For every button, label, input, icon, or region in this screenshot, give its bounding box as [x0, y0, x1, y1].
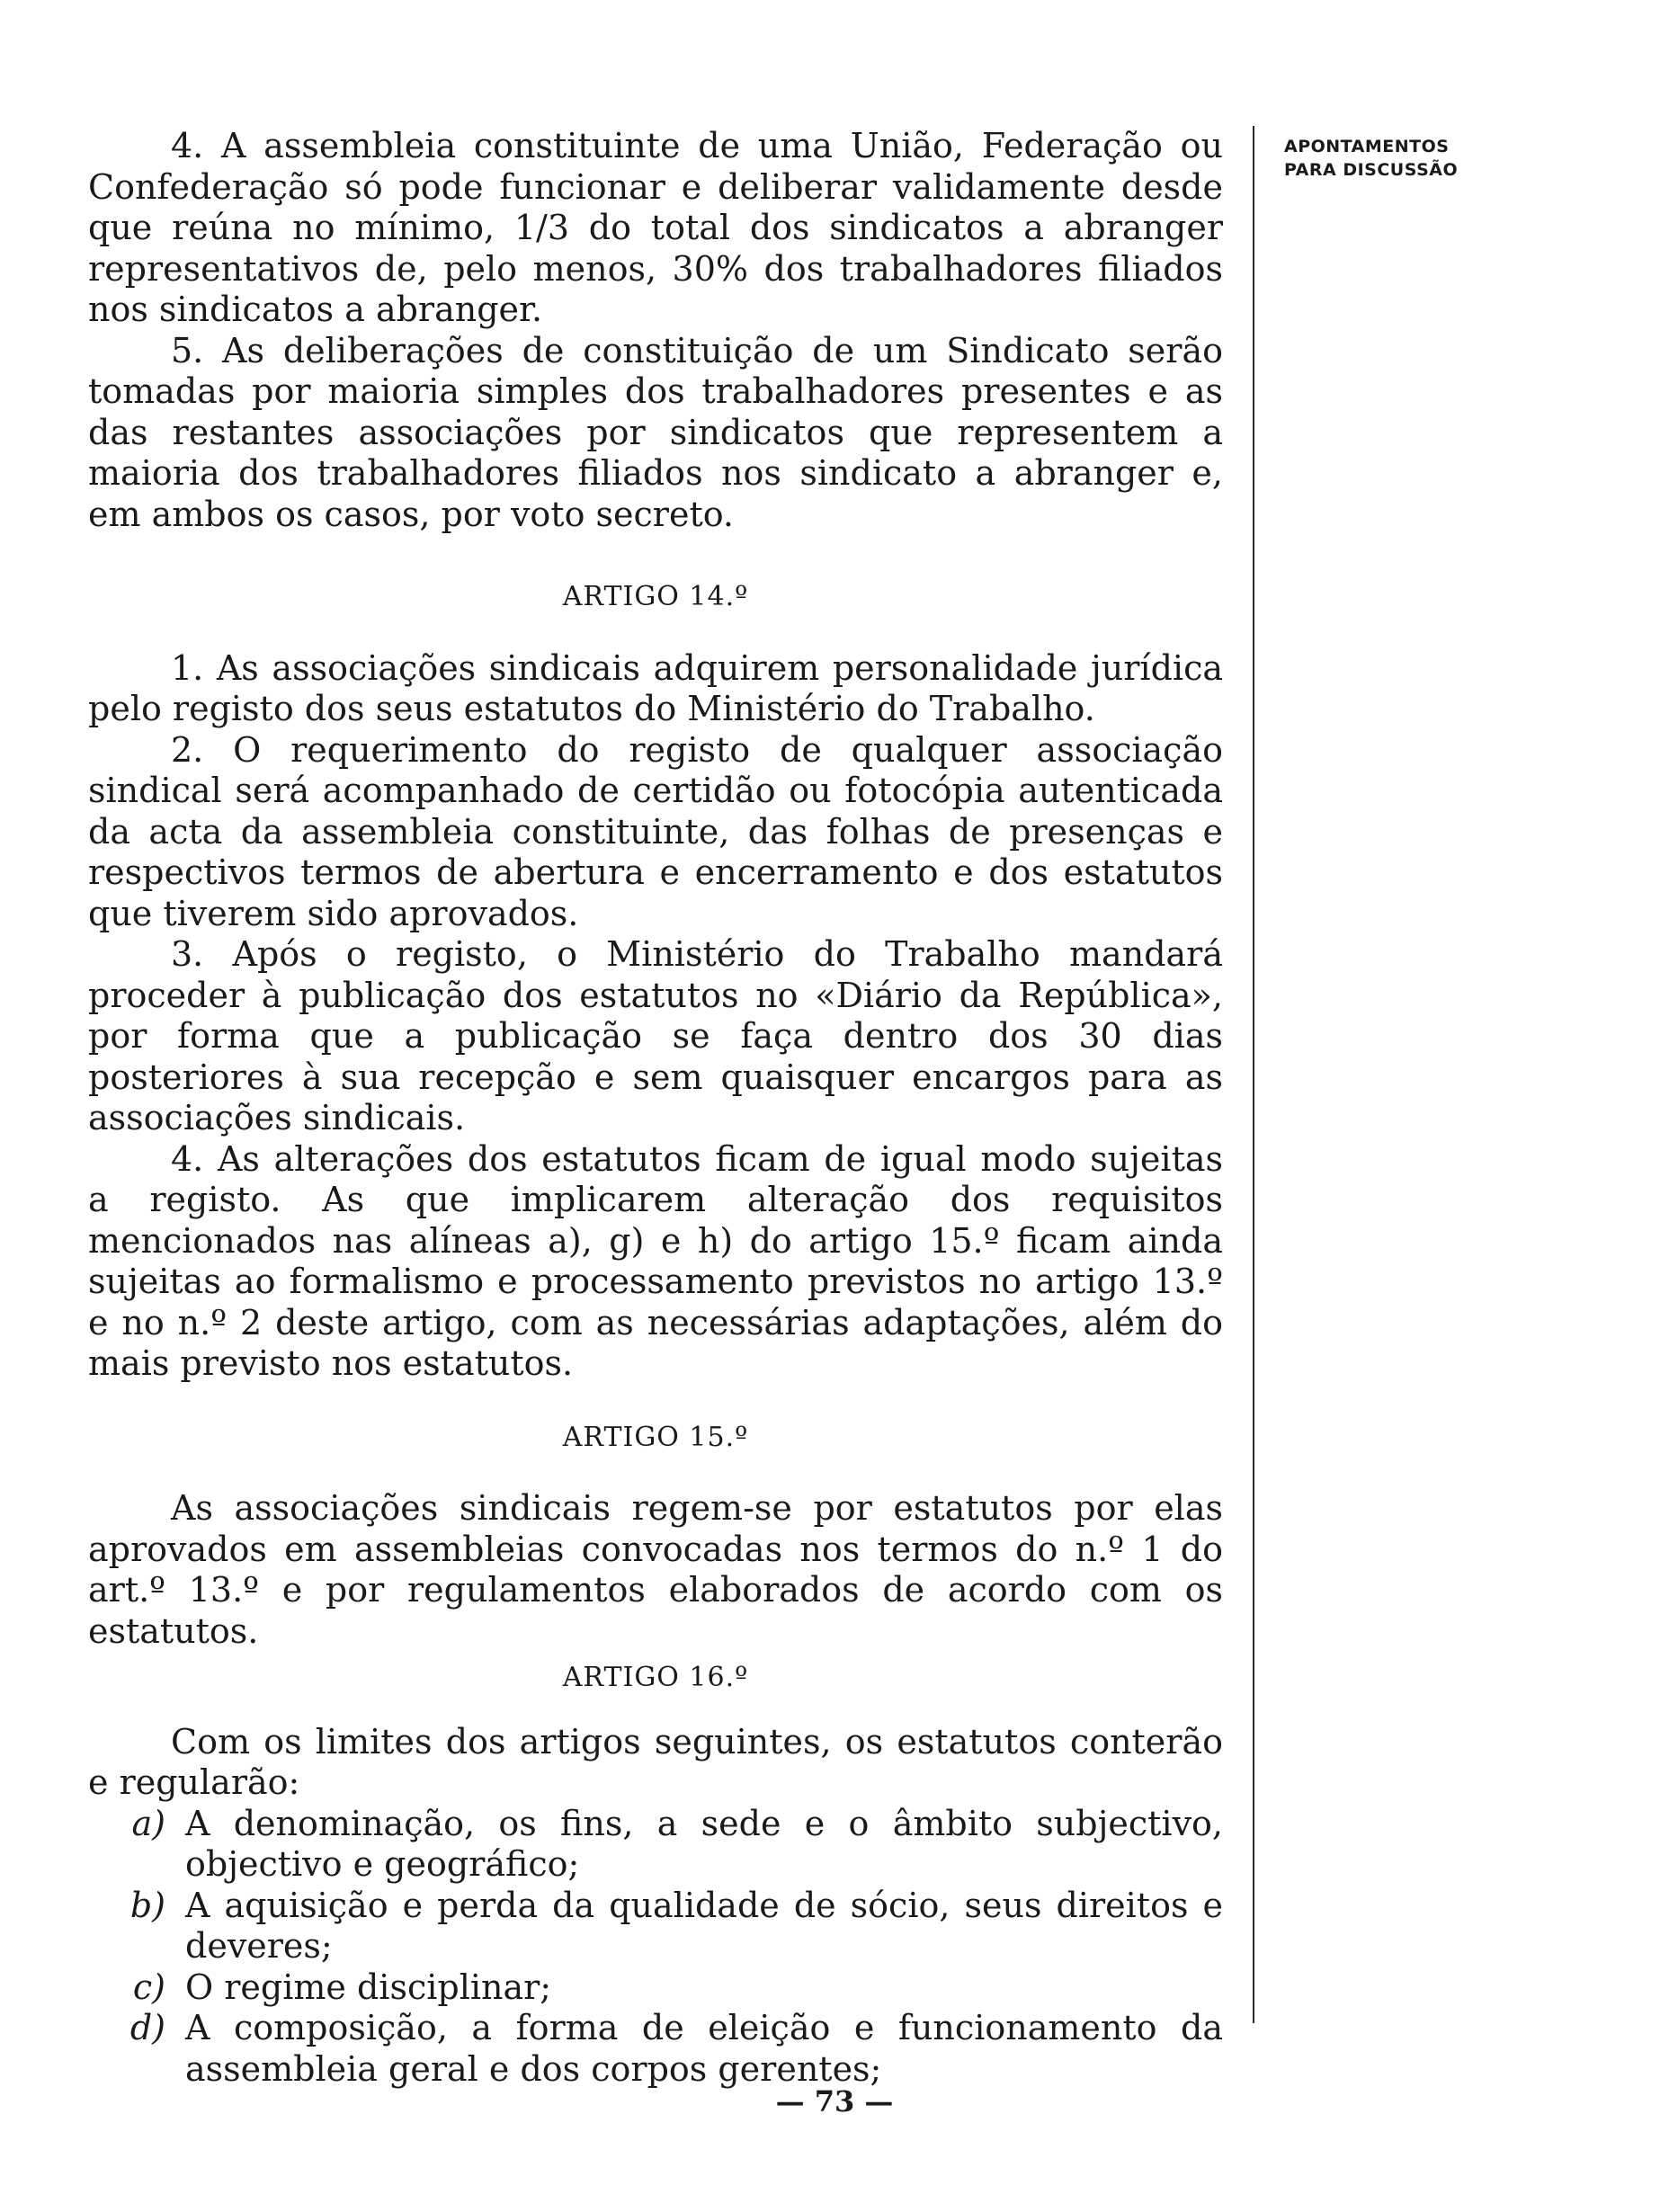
- art13-paragraph-5: 5. As deliberações de constituição de um Sindicato serão tomadas por maioria simples dos trabalhadores presentes e as das restantes associações por sindicatos que representem a maioria dos trabalhadores filiados nos sindicato a abranger e, em ambos os casos, por voto secreto.: [88, 330, 1223, 534]
- art15-paragraph: As associações sindicais regem-se por estatutos por elas aprovados em assembleias convocadas nos termos do n.º 1 do art.º 13.º e por regulamentos elaborados de acordo com os estatutos.: [88, 1488, 1223, 1651]
- art16-item-d: [88, 2008, 1223, 2090]
- margin-note-line-2: PARA DISCUSSÃO: [1284, 160, 1459, 180]
- art16-item-b: [88, 1886, 1223, 1967]
- art13-paragraph-4: 4. A assembleia constituinte de uma União, Federação ou Confederação só pode funcionar e deliberar validamente desde que reúna no mínimo, 1/3 do total dos sindicatos a abranger representativos de, pelo menos, 30% dos trabalhadores filiados nos sindicatos a abranger.: [88, 126, 1223, 329]
- art15-heading: ARTIGO 15.º: [562, 1421, 749, 1453]
- art14-heading: ARTIGO 14.º: [562, 581, 749, 612]
- art16-item-c: [88, 1967, 1223, 2009]
- art14-paragraph-3: 3. Após o registo, o Ministério do Trabalho mandará proceder à publicação dos estatutos no «Diário da República», por forma que a publicação se faça dentro dos 30 dias posteriores à sua recepção e sem quaisquer encargos para as associações sindicais.: [88, 934, 1223, 1137]
- list-item-text: A composição, a forma de eleição e funcionamento da assembleia geral e dos corpos gerentes;: [185, 2008, 1223, 2089]
- main-text-column: [88, 126, 1223, 2090]
- art14-paragraph-2: 2. O requerimento do registo de qualquer associação sindical será acompanhado de certidão ou fotocópia autenticada da acta da assembleia constituinte, das folhas de presenças e respectivos termos de abertura e encerramento e dos estatutos que tiverem sido aprovados.: [88, 729, 1223, 933]
- art16-item-a: [88, 1804, 1223, 1886]
- list-item-text: A denominação, os fins, a sede e o âmbito subjectivo, objectivo e geográfico;: [185, 1803, 1223, 1884]
- art14-paragraph-4: 4. As alterações dos estatutos ficam de igual modo sujeitas a registo. As que implicarem alteração dos requisitos mencionados nas alíneas a), g) e h) do artigo 15.º ficam ainda sujeitas ao formalismo e processamento previstos no artigo 13.º e no n.º 2 deste artigo, com as necessárias adaptações, além do mais previsto nos estatutos.: [88, 1138, 1223, 1383]
- art16-intro: Com os limites dos artigos seguintes, os estatutos conterão e regularão:: [88, 1721, 1223, 1802]
- list-marker: b): [129, 1885, 165, 1925]
- list-item-text: A aquisição e perda da qualidade de sócio, seus direitos e deveres;: [185, 1885, 1223, 1966]
- list-marker: a): [131, 1803, 165, 1843]
- margin-note-line-1: APONTAMENTOS: [1284, 137, 1450, 156]
- list-marker: c): [132, 1967, 165, 2007]
- art14-paragraph-1: 1. As associações sindicais adquirem personalidade jurídica pelo registo dos seus estatutos do Ministério do Trabalho.: [88, 647, 1223, 728]
- margin-divider-rule: [1253, 126, 1254, 2023]
- margin-note: [1284, 135, 1458, 182]
- page-number: — 73 —: [775, 2084, 894, 2118]
- list-marker: d): [129, 2008, 165, 2047]
- list-item-text: O regime disciplinar;: [185, 1967, 552, 2007]
- art16-heading: ARTIGO 16.º: [562, 1662, 749, 1693]
